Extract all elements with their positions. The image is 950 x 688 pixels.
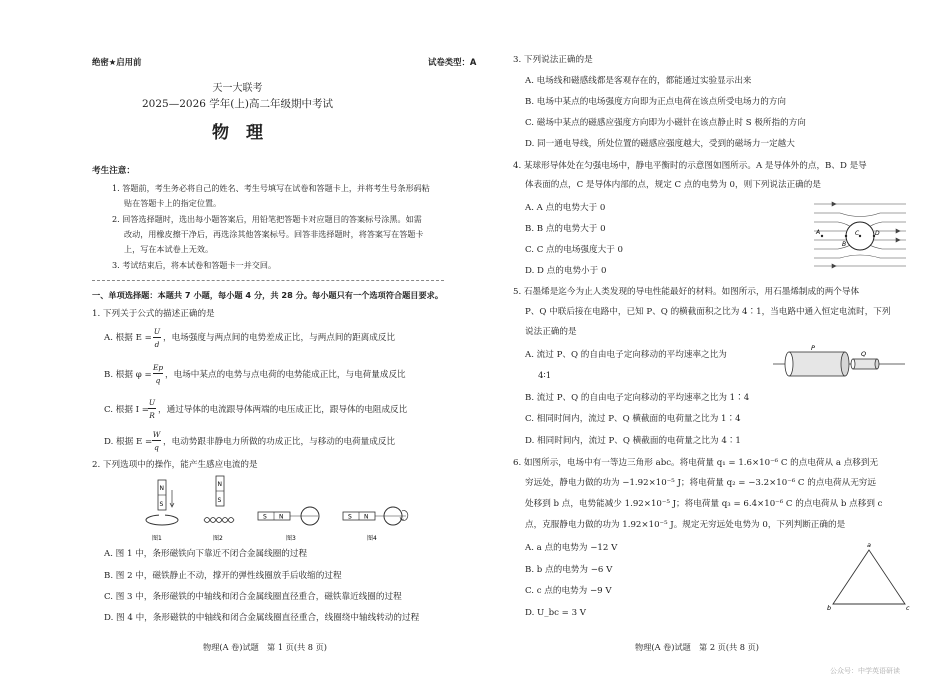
q5-stem: 5. 石墨烯是迄今为止人类发现的导电性能最好的材料。如图所示，用石墨烯制成的两个导体 (513, 287, 860, 297)
q5-option-a: A. 流过 P、Q 的自由电子定向移动的平均速率之比为 (525, 350, 727, 360)
q6-stem: 穷远处，静电力做的功为 −1.92×10⁻⁵ J；将电荷量 q₂ = −3.2×10⁻⁶ C 的点电荷从无穷远 (525, 478, 876, 488)
q3-option-c: C. 磁场中某点的磁感应强度方向即为小磁针在该点静止时 S 极所指的方向 (525, 118, 806, 128)
q4-stem: 体表面的点，C 是导体内部的点，规定 C 点的电势为 0，则下列说法正确的是 (525, 180, 821, 190)
footer-page-1: 物理(A 卷)试题 第 1 页(共 8 页) (203, 642, 327, 652)
q6-option-d: D. U_bc = 3 V (525, 608, 586, 618)
q2-option-c: C. 图 3 中，条形磁铁的中轴线和闭合金属线圈直径重合，磁铁靠近线圈的过程 (104, 592, 402, 602)
magnet-n-label: N (279, 513, 284, 521)
q3-option-b: B. 电场中某点的电场强度方向即为正点电荷在该点所受电场力的方向 (525, 97, 786, 107)
q3-option-a: A. 电场线和磁感线都是客观存在的，都能通过实验显示出来 (525, 76, 752, 86)
notice-line: 1. 答题前，考生务必将自己的姓名、考生号填写在试卷和答题卡上，并将考生号条形码粘 (112, 183, 430, 193)
fig-label: 图3 (286, 535, 296, 542)
subject-title: 物 理 (212, 123, 263, 143)
magnet-s-label: S (348, 513, 352, 521)
fig1-magnet-loop (146, 480, 178, 542)
q6-option-a: A. a 点的电势为 −12 V (525, 543, 618, 553)
conductor-p-label: P (811, 344, 815, 352)
q5-stem: P、Q 中联后接在电路中，已知 P、Q 的横截面积之比为 4∶1，当电路中通入恒定电流时，下列 (525, 307, 891, 317)
notice-line: 改动，用橡皮擦干净后，再选涂其他答案标号。回答非选择题时，将答案写在答题卡 (124, 229, 424, 239)
q4-option-d: D. D 点的电势小于 0 (525, 266, 607, 276)
watermark: 公众号：中学英语研读 (830, 667, 900, 675)
q4-option-a: A. A 点的电势大于 0 (525, 203, 606, 213)
notice-line: 2. 回答选择题时，选出每小题答案后，用铅笔把答题卡对应题目的答案标号涂黑。如需 (112, 214, 422, 224)
q6-option-b: B. b 点的电势为 −6 V (525, 565, 613, 575)
q4-option-c: C. C 点的电场强度大于 0 (525, 245, 623, 255)
point-b-label: B (842, 241, 847, 248)
q5-option-c: C. 相同时间内，流过 P、Q 横截面的电荷量之比为 1∶4 (525, 414, 741, 424)
vertex-a-label: a (867, 541, 871, 549)
q5-option-a-cont: 4∶1 (538, 371, 552, 381)
q5-stem: 说法正确的是 (525, 327, 577, 337)
magnet-n-label: N (159, 485, 164, 492)
divider (92, 280, 444, 281)
q5-option-b: B. 流过 P、Q 的自由电子定向移动的平均速率之比为 1∶4 (525, 393, 750, 403)
q6-stem: 点，克服静电力做的功为 1.92×10⁻⁵ J。规定无穷远处电势为 0，下列判断正确的是 (525, 520, 846, 530)
q4-option-b: B. B 点的电势大于 0 (525, 224, 606, 234)
q2-figures (140, 474, 430, 546)
point-c-label: C (855, 230, 860, 237)
notice-line: 上，写在本试卷上无效。 (124, 244, 214, 254)
q2-stem: 2. 下列选项中的操作，能产生感应电流的是 (92, 460, 258, 470)
paper-type: 试卷类型：A (428, 57, 477, 67)
fig-label: 图4 (367, 535, 377, 542)
fig2-magnet-spring-loop (204, 476, 234, 542)
page-2 (475, 0, 950, 688)
exam-name: 天一大联考 (212, 83, 263, 94)
exam-term: 2025—2026 学年(上)高二年级期中考试 (142, 98, 333, 110)
point-a-label: A (816, 229, 821, 236)
q2-option-d: D. 图 4 中，条形磁铁的中轴线和闭合金属线圈直径重合，线圈绕中轴线转动的过程 (104, 613, 420, 623)
footer-page-2: 物理(A 卷)试题 第 2 页(共 8 页) (635, 642, 759, 652)
q2-option-b: B. 图 2 中，磁铁静止不动，撑开的弹性线圈放手后收缩的过程 (104, 571, 342, 581)
magnet-s-label: S (159, 501, 164, 508)
magnet-s-label: S (263, 513, 267, 521)
q1-stem: 1. 下列关于公式的描述正确的是 (92, 309, 215, 319)
vertex-c-label: c (906, 604, 910, 612)
magnet-s-label: S (217, 497, 222, 504)
q5-option-d: D. 相同时间内，流过 P、Q 横截面的电荷量之比为 4∶1 (525, 436, 741, 446)
q2-option-a: A. 图 1 中，条形磁铁向下靠近不闭合金属线圈的过程 (104, 549, 308, 559)
fig-label: 图1 (152, 535, 162, 542)
magnet-n-label: N (364, 513, 369, 521)
q6-option-c: C. c 点的电势为 −9 V (525, 586, 612, 596)
secret-label: 绝密★启用前 (92, 57, 142, 67)
notice-line: 3. 考试结束后，将本试卷和答题卡一并交回。 (112, 260, 277, 270)
q6-stem: 6. 如图所示，电场中有一等边三角形 abc。将电荷量 q₁ = 1.6×10⁻⁶ C 的点电荷从 a 点移到无 (513, 458, 879, 468)
fig3-magnet-loop (258, 507, 319, 542)
section-heading: 一、单项选择题：本题共 7 小题，每小题 4 分，共 28 分。每小题只有一个选项符合题目要求。 (92, 290, 444, 300)
notice-line: 贴在答题卡上的指定位置。 (124, 198, 222, 208)
q5-conductor-figure (771, 344, 907, 378)
fig4-magnet-rotating-loop (343, 507, 408, 542)
fig-label: 图2 (213, 535, 223, 542)
conductor-q-label: Q (861, 350, 867, 358)
q6-stem: 处移到 b 点，电势能减少 1.92×10⁻⁵ J；将电荷量 q₃ = 6.4×10⁻⁶ C 的点电荷从 b 点移到 c (525, 499, 883, 509)
point-d-label: D (875, 230, 880, 237)
vertex-b-label: b (827, 604, 832, 612)
page-1: 绝密★启用前 试卷类型：A 天一大联考 2025—2026 学年(上)高二年级期中考试 物 理 考生注意： 1. 答题前，考生务必将自己的姓名、考生号填写在试卷和答题卡上，并将考生号条形码粘 贴在答题卡上的指定位置。 2. 回答选择题时，选出每小题答案后，用铅笔把答题卡对应题目的答案标号涂黑。如需 改动，用橡皮擦干净后，再选涂其他答案标号。回答非选择题时，将答案写在答题卡 上，写在本试卷上无效。 3. 考试结束后，将本试卷和答题卡一并交回。 一、单项选择题：本题共 7 小题，每小题 4 分，共 28 分。每小题只有一个选项符合题目要求。 1. 下列关于公式的描述正确的是 A. 根据 E = U d ，电场强度与两点间的电势差成正比，与两点间的距离成反比 B. 根据 φ = Ep q ，电场中某点的电势与点电荷的电势能成正比，与电荷量成反比 C. 根据 I = U R ，通过导体的电流跟导体两端的电压成正比，跟导体的电阻成反比 D. 根据 E = W q ，电动势跟非静电力所做的功成正比，与移动的电荷量成反比 2. 下列选项中的操作，能产生感应电流的是 N S 图1 N S 图2 S N 图3 S N 图4 A. 图 1 中，条形磁铁向下靠近不闭合金属线圈的过程 B. 图 2 中，磁铁静止不动，撑开的弹性线圈放手后收缩的过程 C. 图 3 中，条形磁铁的中轴线和闭合金属线圈直径重合，磁铁靠近线圈的过程 D. 图 4 中，条形磁铁的中轴线和闭合金属线圈直径重合，线圈绕中轴线转动的过程 物理(A 卷)试题 第 1 页(共 8 页) (0, 0, 475, 688)
q3-stem: 3. 下列说法正确的是 (513, 55, 593, 65)
q3-option-d: D. 同一通电导线，所处位置的磁感应强度越大，受到的磁场力一定越大 (525, 139, 795, 149)
magnet-n-label: N (217, 481, 222, 488)
q6-triangle-figure (825, 540, 913, 614)
q4-stem: 4. 某球形导体处在匀强电场中，静电平衡时的示意图如图所示。A 是导体外的点，B、D 是导 (513, 161, 867, 171)
notice-heading: 考生注意： (92, 166, 135, 176)
q4-field-figure (812, 198, 908, 272)
